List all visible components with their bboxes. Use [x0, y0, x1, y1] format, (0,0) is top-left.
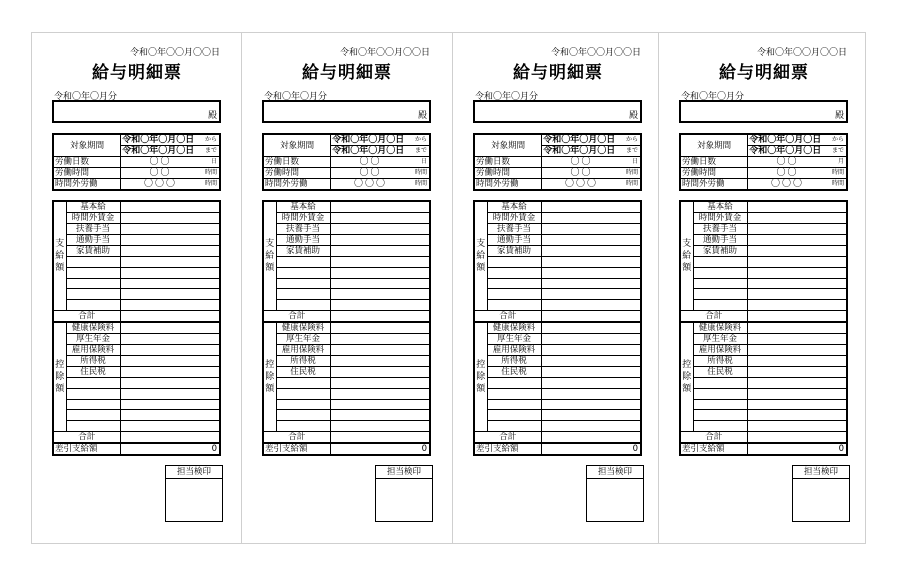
payment-item-label — [693, 257, 747, 268]
payment-amount-cell[interactable] — [330, 267, 430, 278]
deduction-item-label — [276, 410, 330, 421]
deduction-amount-cell[interactable] — [541, 421, 641, 432]
attendance-unit: 時間 — [621, 179, 641, 191]
approval-stamp-box — [375, 465, 433, 522]
payment-item-label: 家賃補助 — [66, 246, 120, 257]
payment-item-label: 扶養手当 — [66, 224, 120, 235]
deduction-item-label: 所得税 — [66, 355, 120, 366]
deduction-item-label — [487, 377, 541, 388]
deduction-amount-cell[interactable] — [541, 410, 641, 421]
payment-item-label: 時間外賃金 — [276, 213, 330, 224]
payment-amount-cell[interactable] — [541, 224, 641, 235]
payment-item-label — [487, 278, 541, 289]
payment-amount-cell[interactable] — [120, 224, 220, 235]
deduction-amount-cell[interactable] — [120, 344, 220, 355]
payment-amount-cell[interactable] — [120, 213, 220, 224]
deduction-item-label — [66, 388, 120, 399]
deduction-amount-cell[interactable] — [747, 421, 847, 432]
payment-item-label — [66, 278, 120, 289]
attendance-value: 〇〇 — [748, 157, 827, 168]
payment-amount-cell[interactable] — [120, 267, 220, 278]
deduction-item-label — [276, 388, 330, 399]
payment-item-label: 基本給 — [276, 201, 330, 213]
period-from-suffix: から — [200, 134, 220, 146]
deduction-section-label: 控除額 — [474, 322, 487, 431]
attendance-unit: 時間 — [200, 168, 220, 179]
slip-title: 給与明細票 — [513, 63, 603, 83]
payment-item-label: 基本給 — [693, 201, 747, 213]
deduction-item-label — [276, 377, 330, 388]
payment-item-label — [66, 300, 120, 311]
payment-total-label: 合計 — [263, 310, 330, 322]
deduction-amount-cell[interactable] — [120, 322, 220, 334]
payment-amount-cell[interactable] — [747, 224, 847, 235]
period-label: 対象期間 — [680, 134, 748, 157]
attendance-label: 労働時間 — [53, 168, 121, 179]
payment-item-label — [693, 267, 747, 278]
deduction-item-label: 雇用保険料 — [487, 344, 541, 355]
net-pay-label: 差引支給額 — [474, 443, 541, 455]
deduction-item-label: 住民税 — [487, 366, 541, 377]
payment-item-label — [276, 278, 330, 289]
issue-date: 令和〇年〇〇月〇〇日 — [756, 48, 847, 58]
deduction-item-label: 厚生年金 — [66, 333, 120, 344]
deduction-amount-cell[interactable] — [120, 355, 220, 366]
deduction-amount-cell[interactable] — [747, 388, 847, 399]
payment-item-label — [487, 267, 541, 278]
payment-amount-cell[interactable] — [541, 300, 641, 311]
deduction-item-label — [693, 421, 747, 432]
deduction-amount-cell[interactable] — [541, 388, 641, 399]
payment-item-label: 扶養手当 — [276, 224, 330, 235]
deduction-item-label — [487, 410, 541, 421]
payment-deduction-table — [679, 200, 848, 456]
net-pay-label: 差引支給額 — [680, 443, 747, 455]
payment-amount-cell[interactable] — [541, 213, 641, 224]
deduction-amount-cell[interactable] — [120, 333, 220, 344]
deduction-amount-cell[interactable] — [747, 410, 847, 421]
payment-amount-cell[interactable] — [120, 257, 220, 268]
payment-item-label: 家賃補助 — [487, 246, 541, 257]
payment-amount-cell[interactable] — [747, 300, 847, 311]
deduction-item-label — [276, 399, 330, 410]
deduction-item-label — [693, 410, 747, 421]
deduction-section-label: 控除額 — [53, 322, 66, 431]
payment-amount-cell[interactable] — [120, 289, 220, 300]
deduction-amount-cell[interactable] — [120, 388, 220, 399]
payment-item-label — [276, 267, 330, 278]
payment-amount-cell[interactable] — [747, 246, 847, 257]
payment-amount-cell[interactable] — [747, 278, 847, 289]
period-from: 令和〇年〇月〇日 — [331, 134, 410, 146]
period-from-suffix: から — [410, 134, 430, 146]
attendance-value: 〇〇〇 — [121, 179, 200, 191]
payment-total-label: 合計 — [53, 310, 120, 322]
honorific: 殿 — [628, 111, 638, 121]
issue-date: 令和〇年〇〇月〇〇日 — [339, 48, 430, 58]
deduction-item-label: 住民税 — [276, 366, 330, 377]
deduction-total-value[interactable] — [747, 431, 847, 443]
payslip — [658, 32, 869, 544]
payment-item-label — [693, 289, 747, 300]
payment-total-value[interactable] — [541, 310, 641, 322]
payment-total-value[interactable] — [747, 310, 847, 322]
period-to-suffix: まで — [827, 146, 847, 157]
deduction-total-value[interactable] — [541, 431, 641, 443]
period-to-suffix: まで — [410, 146, 430, 157]
deduction-total-label: 合計 — [53, 431, 120, 443]
payment-item-label — [66, 289, 120, 300]
attendance-unit: 時間 — [410, 179, 430, 191]
deduction-amount-cell[interactable] — [541, 355, 641, 366]
deduction-amount-cell[interactable] — [541, 399, 641, 410]
deduction-amount-cell[interactable] — [330, 410, 430, 421]
slip-title: 給与明細票 — [719, 63, 809, 83]
payment-amount-cell[interactable] — [541, 289, 641, 300]
approval-stamp-box — [165, 465, 223, 522]
payment-amount-cell[interactable] — [541, 235, 641, 246]
deduction-item-label — [66, 421, 120, 432]
pay-month-label: 令和〇年〇月分 — [264, 92, 328, 102]
payment-total-value[interactable] — [330, 310, 430, 322]
payment-item-label: 扶養手当 — [487, 224, 541, 235]
attendance-value: 〇〇 — [121, 157, 200, 168]
attendance-label: 時間外労働 — [474, 179, 542, 191]
attendance-unit: 時間 — [827, 168, 847, 179]
attendance-value: 〇〇 — [542, 168, 621, 179]
deduction-item-label: 住民税 — [693, 366, 747, 377]
period-to: 令和〇年〇月〇日 — [331, 146, 410, 157]
deduction-amount-cell[interactable] — [747, 344, 847, 355]
deduction-total-value[interactable] — [120, 431, 220, 443]
attendance-unit: 月 — [827, 157, 847, 168]
slip-title: 給与明細票 — [302, 63, 392, 83]
payment-amount-cell[interactable] — [747, 213, 847, 224]
attendance-unit: 時間 — [410, 168, 430, 179]
deduction-item-label — [66, 377, 120, 388]
employee-name-field[interactable] — [679, 100, 848, 123]
payment-deduction-table — [262, 200, 431, 456]
period-from: 令和〇年〇月〇日 — [121, 134, 200, 146]
deduction-amount-cell[interactable] — [541, 333, 641, 344]
deduction-item-label — [487, 399, 541, 410]
payment-amount-cell[interactable] — [120, 278, 220, 289]
payment-amount-cell[interactable] — [541, 257, 641, 268]
payslip — [452, 32, 663, 544]
period-from-suffix: から — [827, 134, 847, 146]
deduction-amount-cell[interactable] — [541, 344, 641, 355]
attendance-label: 労働時間 — [263, 168, 331, 179]
payment-amount-cell[interactable] — [120, 246, 220, 257]
period-attendance-table — [52, 133, 221, 191]
payment-item-label — [487, 257, 541, 268]
deduction-item-label: 雇用保険料 — [66, 344, 120, 355]
deduction-amount-cell[interactable] — [330, 333, 430, 344]
net-pay-value: 0 — [120, 443, 220, 455]
stamp-label: 担当検印 — [376, 466, 432, 479]
net-pay-value: 0 — [330, 443, 430, 455]
deduction-amount-cell[interactable] — [330, 388, 430, 399]
stamp-label: 担当検印 — [166, 466, 222, 479]
payment-item-label: 家賃補助 — [693, 246, 747, 257]
attendance-value: 〇〇 — [331, 168, 410, 179]
attendance-value: 〇〇 — [331, 157, 410, 168]
net-pay-label: 差引支給額 — [263, 443, 330, 455]
payment-amount-cell[interactable] — [330, 289, 430, 300]
period-from: 令和〇年〇月〇日 — [748, 134, 827, 146]
deduction-amount-cell[interactable] — [120, 399, 220, 410]
deduction-amount-cell[interactable] — [747, 333, 847, 344]
payment-total-value[interactable] — [120, 310, 220, 322]
period-to-suffix: まで — [621, 146, 641, 157]
deduction-item-label: 健康保険料 — [487, 322, 541, 334]
deduction-item-label: 厚生年金 — [693, 333, 747, 344]
deduction-item-label: 雇用保険料 — [693, 344, 747, 355]
payment-amount-cell[interactable] — [330, 257, 430, 268]
payment-amount-cell[interactable] — [747, 257, 847, 268]
attendance-label: 労働日数 — [680, 157, 748, 168]
attendance-label: 時間外労働 — [263, 179, 331, 191]
payment-amount-cell[interactable] — [747, 267, 847, 278]
payslip — [32, 32, 242, 544]
deduction-amount-cell[interactable] — [330, 344, 430, 355]
payment-amount-cell[interactable] — [120, 300, 220, 311]
payment-amount-cell[interactable] — [541, 278, 641, 289]
deduction-amount-cell[interactable] — [747, 355, 847, 366]
payment-amount-cell[interactable] — [541, 267, 641, 278]
attendance-value: 〇〇〇 — [331, 179, 410, 191]
approval-stamp-box — [792, 465, 850, 522]
payment-amount-cell[interactable] — [330, 235, 430, 246]
net-pay-value: 0 — [541, 443, 641, 455]
deduction-item-label — [693, 388, 747, 399]
payment-section-label: 支給額 — [263, 201, 276, 310]
attendance-unit: 日 — [410, 157, 430, 168]
attendance-label: 労働時間 — [474, 168, 542, 179]
payment-item-label — [276, 257, 330, 268]
attendance-unit: 日 — [621, 157, 641, 168]
deduction-total-label: 合計 — [474, 431, 541, 443]
deduction-item-label — [66, 410, 120, 421]
attendance-label: 時間外労働 — [53, 179, 121, 191]
payment-item-label: 時間外賃金 — [487, 213, 541, 224]
payment-item-label — [66, 257, 120, 268]
attendance-value: 〇〇〇 — [542, 179, 621, 191]
deduction-total-value[interactable] — [330, 431, 430, 443]
issue-date: 令和〇年〇〇月〇〇日 — [550, 48, 641, 58]
payment-item-label: 家賃補助 — [276, 246, 330, 257]
payslip — [241, 32, 452, 544]
approval-stamp-box — [586, 465, 644, 522]
payment-deduction-table — [473, 200, 642, 456]
attendance-label: 時間外労働 — [680, 179, 748, 191]
deduction-item-label — [276, 421, 330, 432]
payment-amount-cell[interactable] — [330, 213, 430, 224]
deduction-amount-cell[interactable] — [541, 322, 641, 334]
deduction-item-label — [693, 377, 747, 388]
payment-amount-cell[interactable] — [120, 201, 220, 213]
payment-amount-cell[interactable] — [330, 224, 430, 235]
payment-item-label: 通勤手当 — [66, 235, 120, 246]
stamp-label: 担当検印 — [587, 466, 643, 479]
attendance-label: 労働日数 — [53, 157, 121, 168]
period-label: 対象期間 — [474, 134, 542, 157]
payment-item-label: 基本給 — [66, 201, 120, 213]
honorific: 殿 — [207, 111, 217, 121]
deduction-amount-cell[interactable] — [747, 322, 847, 334]
deduction-section-label: 控除額 — [263, 322, 276, 431]
attendance-label: 労働時間 — [680, 168, 748, 179]
pay-month-label: 令和〇年〇月分 — [475, 92, 539, 102]
stamp-label: 担当検印 — [793, 466, 849, 479]
deduction-item-label: 住民税 — [66, 366, 120, 377]
payment-item-label: 通勤手当 — [276, 235, 330, 246]
attendance-unit: 時間 — [827, 179, 847, 191]
deduction-item-label: 所得税 — [693, 355, 747, 366]
period-from: 令和〇年〇月〇日 — [542, 134, 621, 146]
employee-name-field[interactable] — [52, 100, 221, 123]
payment-item-label: 時間外賃金 — [693, 213, 747, 224]
deduction-section-label: 控除額 — [680, 322, 693, 431]
payment-section-label: 支給額 — [680, 201, 693, 310]
deduction-item-label — [693, 399, 747, 410]
payment-item-label — [487, 300, 541, 311]
attendance-value: 〇〇 — [748, 168, 827, 179]
payment-item-label — [276, 289, 330, 300]
payment-amount-cell[interactable] — [747, 289, 847, 300]
deduction-amount-cell[interactable] — [120, 366, 220, 377]
deduction-amount-cell[interactable] — [541, 366, 641, 377]
attendance-unit: 時間 — [621, 168, 641, 179]
payment-item-label: 通勤手当 — [487, 235, 541, 246]
deduction-item-label: 健康保険料 — [693, 322, 747, 334]
payment-item-label — [276, 300, 330, 311]
payment-item-label — [693, 278, 747, 289]
payment-section-label: 支給額 — [53, 201, 66, 310]
deduction-amount-cell[interactable] — [330, 355, 430, 366]
deduction-amount-cell[interactable] — [120, 377, 220, 388]
deduction-item-label — [487, 388, 541, 399]
deduction-amount-cell[interactable] — [330, 377, 430, 388]
payment-total-label: 合計 — [474, 310, 541, 322]
payment-amount-cell[interactable] — [541, 246, 641, 257]
payment-item-label: 通勤手当 — [693, 235, 747, 246]
payment-item-label: 時間外賃金 — [66, 213, 120, 224]
deduction-total-label: 合計 — [263, 431, 330, 443]
deduction-amount-cell[interactable] — [120, 421, 220, 432]
payment-amount-cell[interactable] — [330, 300, 430, 311]
payment-deduction-table — [52, 200, 221, 456]
deduction-item-label: 所得税 — [487, 355, 541, 366]
payment-section-label: 支給額 — [474, 201, 487, 310]
net-pay-value: 0 — [747, 443, 847, 455]
deduction-amount-cell[interactable] — [747, 366, 847, 377]
payment-amount-cell[interactable] — [330, 201, 430, 213]
period-to: 令和〇年〇月〇日 — [748, 146, 827, 157]
honorific: 殿 — [834, 111, 844, 121]
deduction-amount-cell[interactable] — [330, 322, 430, 334]
deduction-item-label: 厚生年金 — [276, 333, 330, 344]
deduction-item-label: 所得税 — [276, 355, 330, 366]
attendance-unit: 日 — [200, 157, 220, 168]
deduction-amount-cell[interactable] — [120, 410, 220, 421]
deduction-total-label: 合計 — [680, 431, 747, 443]
attendance-value: 〇〇〇 — [748, 179, 827, 191]
deduction-item-label: 雇用保険料 — [276, 344, 330, 355]
deduction-amount-cell[interactable] — [330, 399, 430, 410]
period-to-suffix: まで — [200, 146, 220, 157]
deduction-item-label — [487, 421, 541, 432]
employee-name-field[interactable] — [473, 100, 642, 123]
payment-amount-cell[interactable] — [330, 246, 430, 257]
period-attendance-table — [473, 133, 642, 191]
payment-item-label: 基本給 — [487, 201, 541, 213]
slip-title: 給与明細票 — [92, 63, 182, 83]
payment-amount-cell[interactable] — [120, 235, 220, 246]
payment-amount-cell[interactable] — [330, 278, 430, 289]
payment-item-label: 扶養手当 — [693, 224, 747, 235]
payment-amount-cell[interactable] — [747, 201, 847, 213]
period-to: 令和〇年〇月〇日 — [121, 146, 200, 157]
attendance-unit: 時間 — [200, 179, 220, 191]
period-from-suffix: から — [621, 134, 641, 146]
pay-month-label: 令和〇年〇月分 — [681, 92, 745, 102]
period-label: 対象期間 — [53, 134, 121, 157]
period-attendance-table — [679, 133, 848, 191]
deduction-item-label: 健康保険料 — [276, 322, 330, 334]
deduction-item-label — [66, 399, 120, 410]
payment-item-label — [693, 300, 747, 311]
attendance-value: 〇〇 — [542, 157, 621, 168]
payment-item-label — [66, 267, 120, 278]
period-label: 対象期間 — [263, 134, 331, 157]
deduction-amount-cell[interactable] — [330, 421, 430, 432]
deduction-amount-cell[interactable] — [330, 366, 430, 377]
payment-amount-cell[interactable] — [541, 201, 641, 213]
employee-name-field[interactable] — [262, 100, 431, 123]
attendance-value: 〇〇 — [121, 168, 200, 179]
pay-month-label: 令和〇年〇月分 — [54, 92, 118, 102]
deduction-amount-cell[interactable] — [541, 377, 641, 388]
attendance-label: 労働日数 — [263, 157, 331, 168]
deduction-item-label: 健康保険料 — [66, 322, 120, 334]
deduction-item-label: 厚生年金 — [487, 333, 541, 344]
attendance-label: 労働日数 — [474, 157, 542, 168]
honorific: 殿 — [417, 111, 427, 121]
payment-amount-cell[interactable] — [747, 235, 847, 246]
payment-item-label — [487, 289, 541, 300]
deduction-amount-cell[interactable] — [747, 377, 847, 388]
net-pay-label: 差引支給額 — [53, 443, 120, 455]
period-attendance-table — [262, 133, 431, 191]
period-to: 令和〇年〇月〇日 — [542, 146, 621, 157]
payment-total-label: 合計 — [680, 310, 747, 322]
deduction-amount-cell[interactable] — [747, 399, 847, 410]
issue-date: 令和〇年〇〇月〇〇日 — [129, 48, 220, 58]
